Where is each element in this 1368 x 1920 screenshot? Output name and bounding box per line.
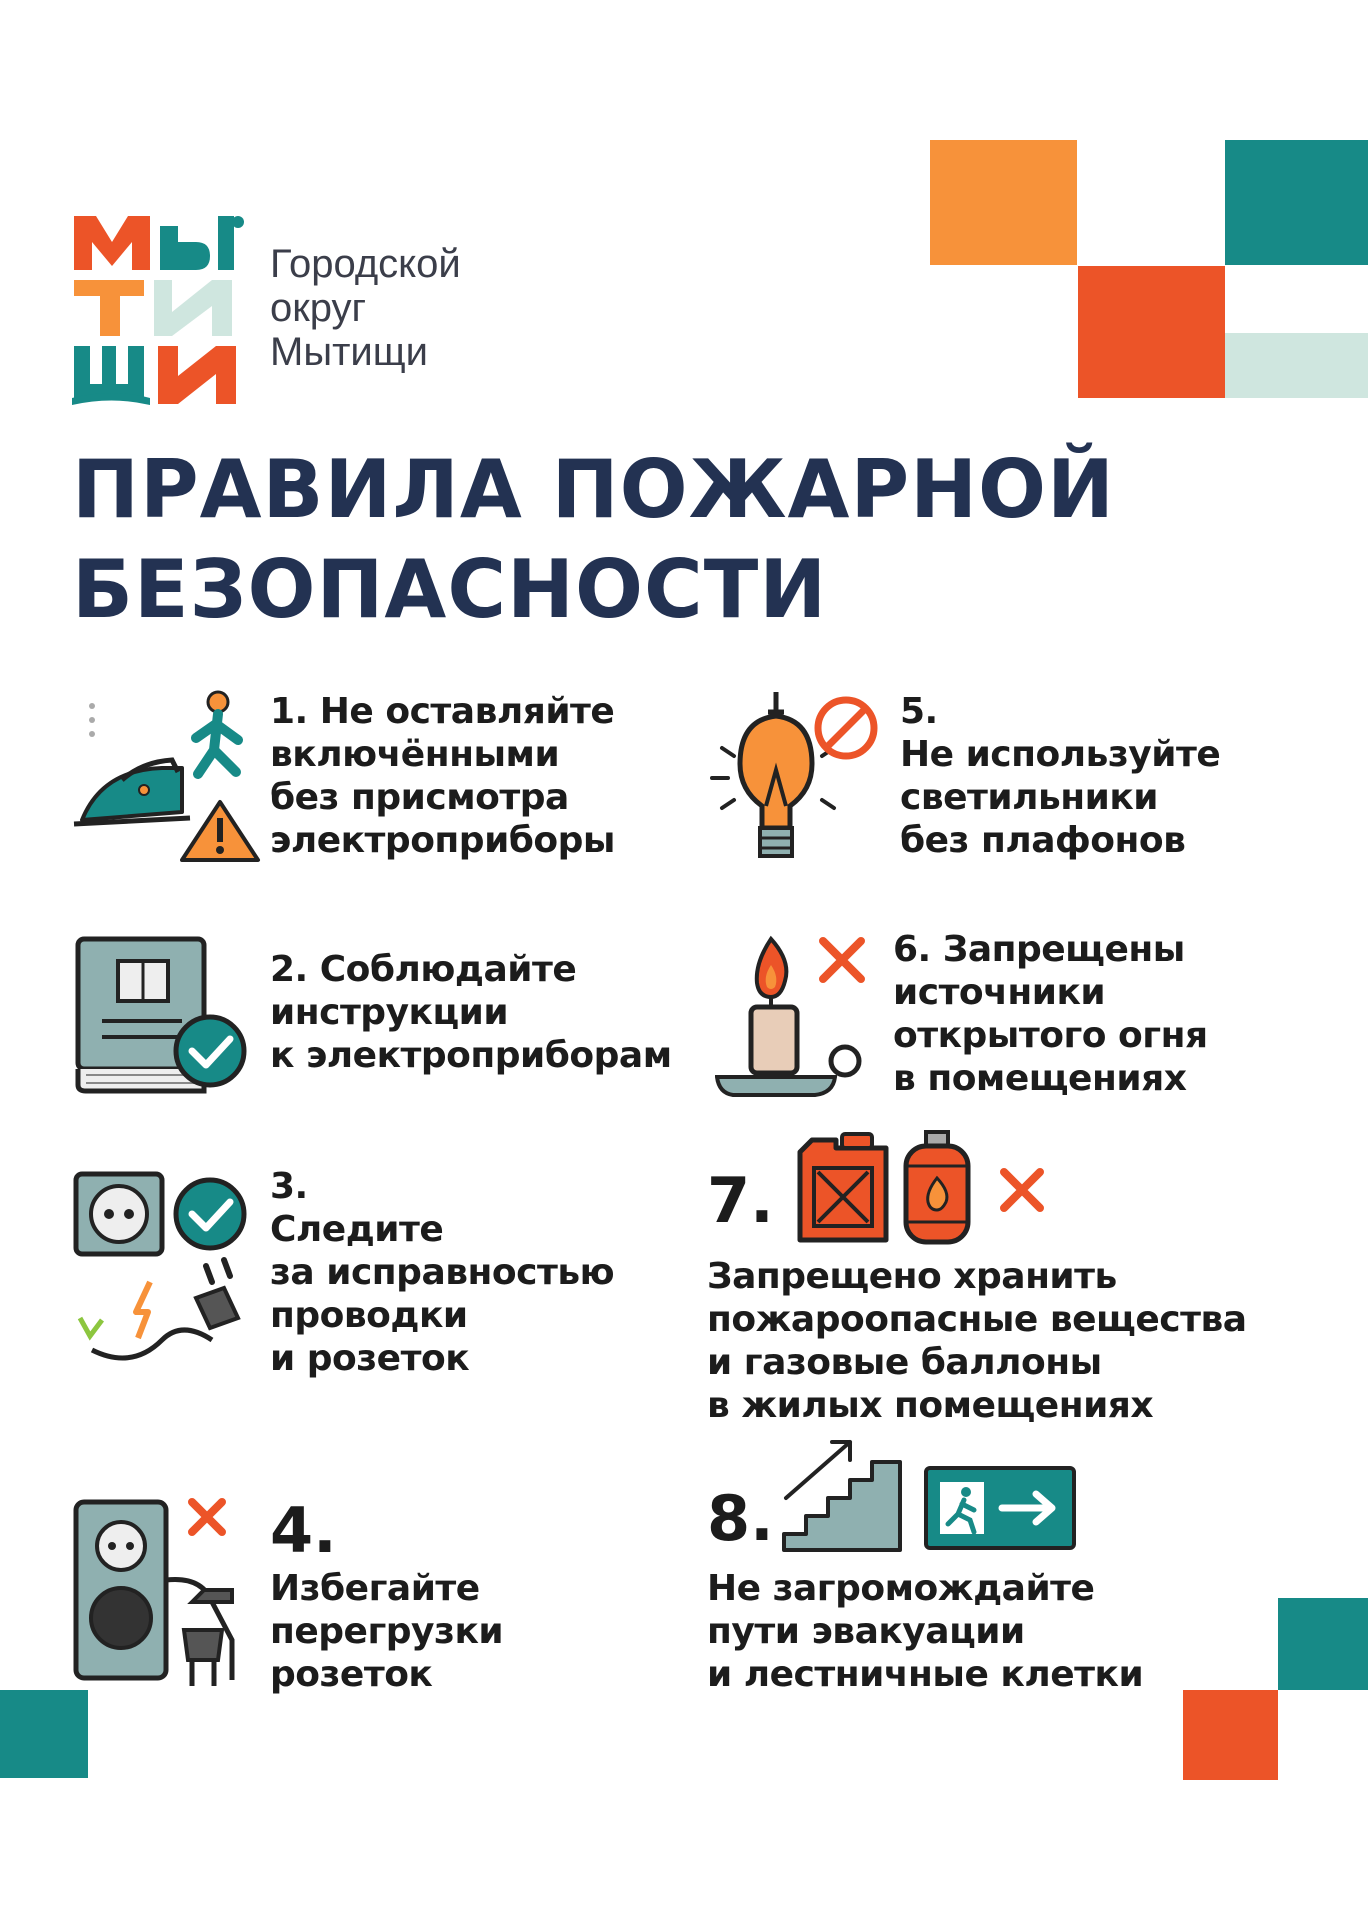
rule-line: включёнными <box>270 734 560 775</box>
candle-cross-icon <box>715 935 880 1100</box>
rule-line: открытого огня <box>893 1015 1208 1056</box>
rule-4 <box>270 1567 503 1696</box>
rule-line: в помещениях <box>893 1058 1187 1099</box>
rule-line: и газовые баллоны <box>707 1342 1102 1383</box>
rule-line: 1. Не оставляйте <box>270 691 615 732</box>
rule-line: Не используйте <box>900 734 1221 775</box>
rule-line: электроприборы <box>270 820 615 861</box>
canister-gas-cylinder-cross-icon <box>790 1130 1060 1245</box>
mytishchi-logo <box>72 212 247 407</box>
rule-8-number: 8. <box>707 1482 774 1555</box>
socket-plug-check-icon <box>72 1170 252 1380</box>
bare-bulb-prohibited-icon <box>710 690 880 870</box>
rule-line: 3. <box>270 1166 308 1207</box>
title-line: ПРАВИЛА ПОЖАРНОЙ <box>72 443 1115 536</box>
stairs-exit-sign-icon <box>780 1438 1080 1553</box>
rule-line: 5. <box>900 691 938 732</box>
decor-square-red-bottom-right <box>1183 1690 1278 1780</box>
rule-6 <box>893 928 1208 1100</box>
brand-name <box>270 242 461 374</box>
rule-line: без присмотра <box>270 777 569 818</box>
decor-square-teal-bottom-left <box>0 1690 88 1778</box>
overloaded-socket-icon <box>72 1490 252 1690</box>
rule-7 <box>707 1255 1247 1427</box>
rule-line: Не загромождайте <box>707 1568 1095 1609</box>
rule-line: проводки <box>270 1295 468 1336</box>
rule-line: пожароопасные вещества <box>707 1299 1247 1340</box>
rule-1 <box>270 690 615 862</box>
brand-name-line: Городской <box>270 242 461 286</box>
iron-walking-person-warning-icon <box>72 690 262 865</box>
rule-8 <box>707 1567 1143 1696</box>
rule-line: светильники <box>900 777 1159 818</box>
rule-line: инструкции <box>270 992 509 1033</box>
rule-line: Избегайте <box>270 1568 480 1609</box>
page-title <box>72 440 1115 640</box>
decor-square-mint <box>1225 333 1368 398</box>
title-line: БЕЗОПАСНОСТИ <box>72 543 828 636</box>
rule-7-number: 7. <box>707 1164 774 1237</box>
rule-line: в жилых помещениях <box>707 1385 1154 1426</box>
rule-line: и розеток <box>270 1338 470 1379</box>
decor-square-red <box>1078 266 1225 398</box>
rule-line: за исправностью <box>270 1252 615 1293</box>
brand-name-line: округ <box>270 286 367 330</box>
rule-2 <box>270 948 672 1077</box>
rule-line: 6. Запрещены <box>893 929 1185 970</box>
rule-line: к электроприборам <box>270 1035 672 1076</box>
rule-line: 2. Соблюдайте <box>270 949 577 990</box>
rule-line: и лестничные клетки <box>707 1654 1144 1695</box>
decor-square-teal <box>1225 140 1368 265</box>
rule-line: Запрещено хранить <box>707 1256 1117 1297</box>
manual-book-check-icon <box>72 935 252 1095</box>
rule-3 <box>270 1165 614 1380</box>
decor-square-teal-bottom-right <box>1278 1598 1368 1690</box>
decor-square-orange <box>930 140 1077 265</box>
brand-name-line: Мытищи <box>270 330 428 374</box>
rule-line: без плафонов <box>900 820 1186 861</box>
rule-line: источники <box>893 972 1106 1013</box>
rule-5 <box>900 690 1220 862</box>
rule-line: пути эвакуации <box>707 1611 1025 1652</box>
rule-line: розеток <box>270 1654 433 1695</box>
rule-line: перегрузки <box>270 1611 504 1652</box>
rule-4-number: 4. <box>270 1494 337 1567</box>
rule-line: Следите <box>270 1209 444 1250</box>
